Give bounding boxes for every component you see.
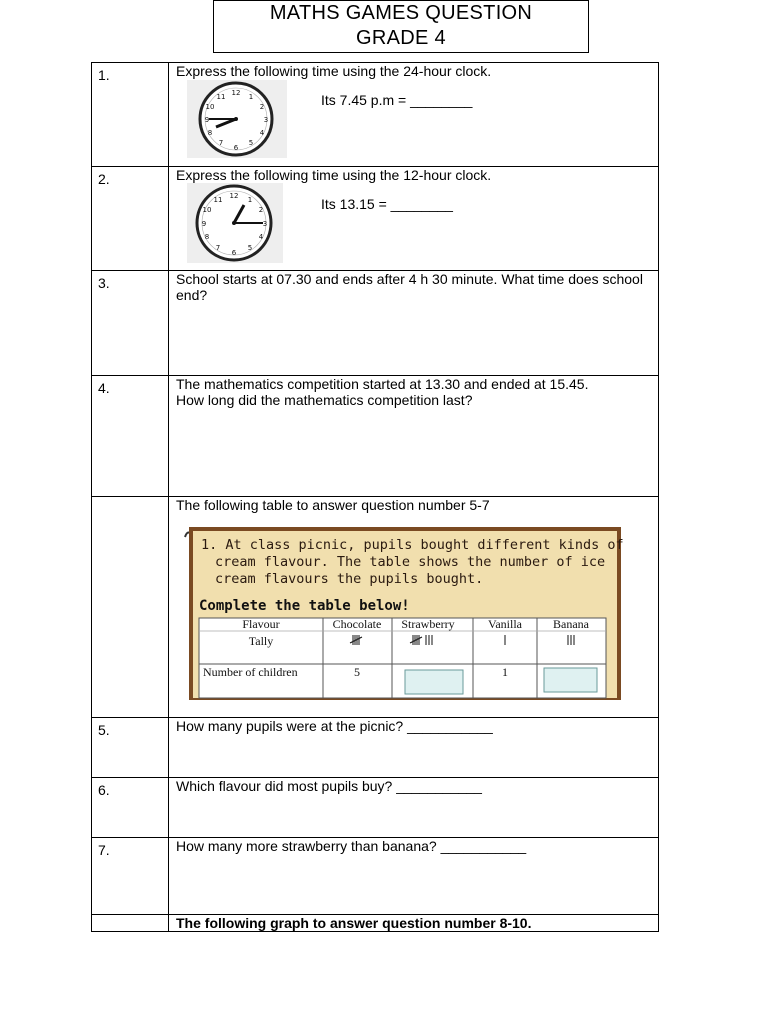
svg-text:2: 2 [259,103,265,111]
picnic-table-row [92,497,659,718]
svg-text:1: 1 [247,196,253,204]
question-text: The following graph to answer question number 8-10. [169,915,659,932]
clock-icon [187,183,283,266]
title-line-2: GRADE 4 [356,27,446,49]
picnic-intro-1: 1. At class picnic, pupils bought different kinds of ice [201,537,623,553]
svg-text:11: 11 [216,93,226,101]
header-vanilla: Vanilla [488,617,522,631]
questions-table [91,62,659,932]
svg-text:1: 1 [248,93,254,101]
svg-text:4: 4 [259,129,265,137]
picnic-intro-2: cream flavour. The table shows the number of ice [215,554,606,570]
header-flavour: Flavour [242,617,280,631]
worksheet-title [213,0,589,53]
question-number: 3. [92,271,169,376]
answer-box-strawberry[interactable] [405,670,463,694]
question-row-6 [92,778,659,838]
question-text: School starts at 07.30 and ends after 4 h 30 minute. What time does school end? [169,271,659,376]
count-chocolate: 5 [354,665,360,679]
question-text: Which flavour did most pupils buy? ___________ [169,778,659,838]
answer-line: Its 7.45 p.m = ________ [321,92,473,108]
answer-line: Its 13.15 = ________ [321,196,453,212]
children-label: Number of children [203,665,298,679]
question-row-5 [92,718,659,778]
question-row-4 [92,376,659,497]
svg-text:10: 10 [205,103,215,111]
svg-text:8: 8 [204,233,210,241]
question-text: How long did the mathematics competition last? [176,392,473,408]
svg-text:5: 5 [248,139,254,147]
count-vanilla: 1 [502,665,508,679]
svg-text:7: 7 [218,139,224,147]
picnic-instruction: Complete the table below! [199,598,410,614]
question-number [92,915,169,932]
svg-text:12: 12 [231,89,241,97]
svg-text:6: 6 [233,144,239,152]
svg-text:8: 8 [207,129,213,137]
question-number [92,497,169,718]
question-number: 2. [92,167,169,271]
question-text: How many pupils were at the picnic? ___________ [169,718,659,778]
svg-text:11: 11 [213,196,223,204]
tally-label: Tally [248,634,274,648]
svg-text:3: 3 [263,116,269,124]
svg-text:6: 6 [231,249,237,257]
question-text: The mathematics competition started at 13.30 and ended at 15.45. [176,376,589,392]
question-text: The following table to answer question number 5-7 [176,497,490,513]
question-number: 7. [92,838,169,915]
clock-icon [187,80,287,161]
picnic-card-image [183,525,623,700]
header-chocolate: Chocolate [332,617,382,631]
question-row-1 [92,63,659,167]
question-text: Express the following time using the 12-hour clock. [176,167,492,183]
svg-text:4: 4 [258,233,264,241]
question-row-3 [92,271,659,376]
question-text: Express the following time using the 24-hour clock. [176,63,492,79]
svg-text:3: 3 [262,220,268,228]
svg-text:9: 9 [201,220,207,228]
header-banana: Banana [553,617,589,631]
svg-text:9: 9 [204,116,210,124]
svg-text:5: 5 [247,244,253,252]
answer-box-banana[interactable] [544,668,597,692]
header-strawberry: Strawberry [401,617,455,631]
question-number: 5. [92,718,169,778]
question-row-7 [92,838,659,915]
picnic-intro-3: cream flavours the pupils bought. [215,571,484,587]
question-row-2 [92,167,659,271]
svg-text:12: 12 [229,192,239,200]
question-number: 6. [92,778,169,838]
title-line-1: MATHS GAMES QUESTION [269,2,533,24]
svg-text:10: 10 [202,206,212,214]
question-number: 4. [92,376,169,497]
svg-text:2: 2 [258,206,264,214]
graph-intro-row [92,915,659,932]
svg-text:7: 7 [215,244,221,252]
question-text: How many more strawberry than banana? ___________ [169,838,659,915]
question-number: 1. [92,63,169,167]
